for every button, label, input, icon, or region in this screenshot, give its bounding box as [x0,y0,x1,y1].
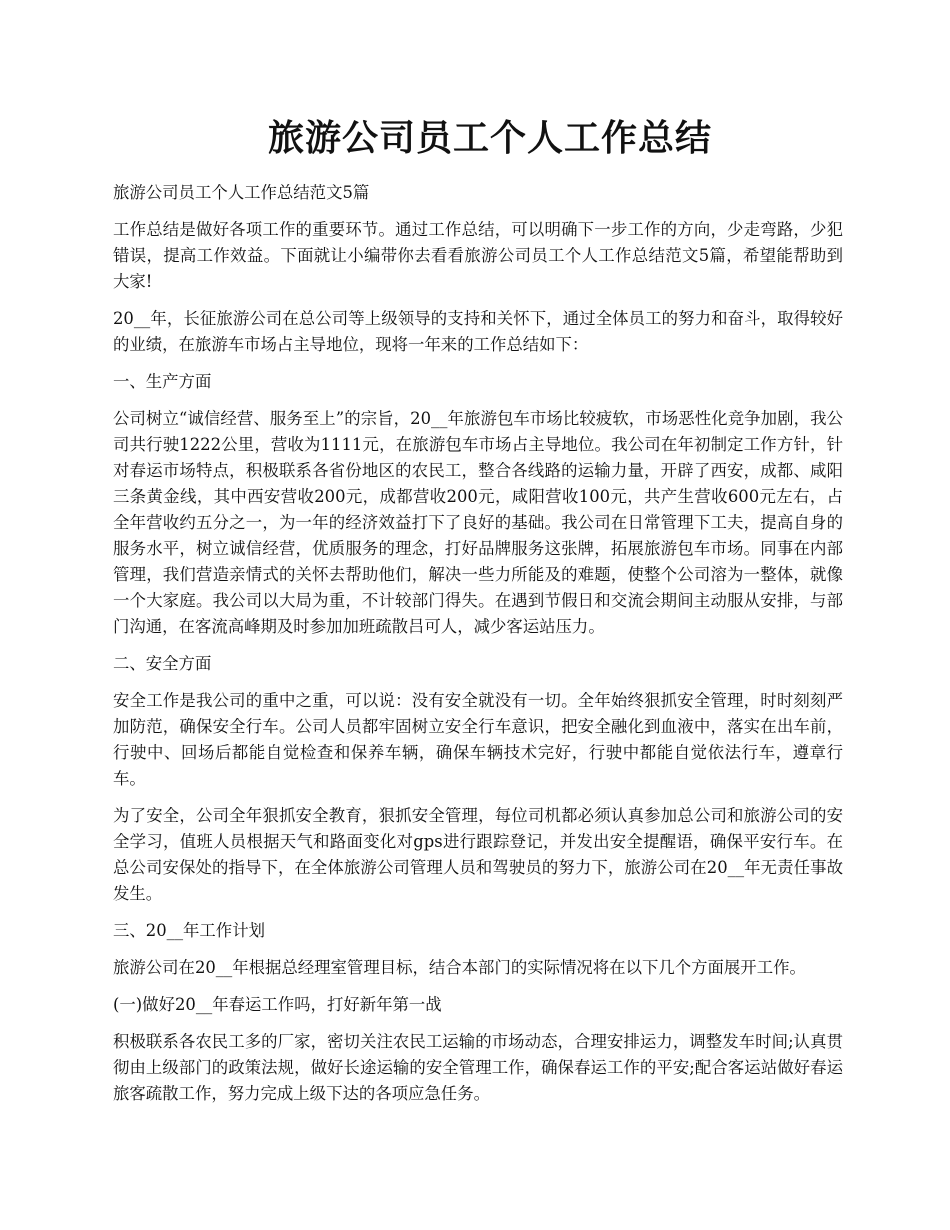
production-paragraph: 公司树立“诚信经营、服务至上”的宗旨，20__年旅游包车市场比较疲软，市场恶性化竞争加剧，我公司共行驶1222公里，营收为1111元，在旅游包车市场占主导地位。我公司在年初制定工作方针，针对春运市场特点，积极联系各省份地区的农民工，整合各线路的运输力量，开辟了西安，成都、咸阳三条黄金线，其中西安营收200元，成都营收200元，咸阳营收100元，共产生营收600元左右，占全年营收约五分之一，为一年的经济效益打下了良好的基础。我公司在日常管理下工夫，提高自身的服务水平，树立诚信经营，优质服务的理念，打好品牌服务这张牌，拓展旅游包车市场。同事在内部管理，我们营造亲情式的关怀去帮助他们，解决一些力所能及的难题，使整个公司溶为一整体，就像一个大家庭。我公司以大局为重，不计较部门得失。在遇到节假日和交流会期间主动服从安排，与部门沟通，在客流高峰期及时参加加班疏散吕可人，减少客运站压力。 [113,409,843,636]
section-heading-plan: 三、20__年工作计划 [113,921,265,940]
safety-paragraph-2: 为了安全，公司全年狠抓安全教育，狠抓安全管理，每位司机都必须认真参加总公司和旅游公司的安全学习，值班人员根据天气和路面变化对gps进行跟踪登记，并发出安全提醒语，确保平安行车。在总公司安保处的指导下，在全体旅游公司管理人员和驾驶员的努力下，旅游公司在20__年无责任事故发生。 [113,806,843,903]
document-title: 旅游公司员工个人工作总结 [267,117,712,159]
section-heading-safety: 二、安全方面 [113,654,212,673]
intro-paragraph: 工作总结是做好各项工作的重要环节。通过工作总结，可以明确下一步工作的方向，少走弯路，少犯错误，提高工作效益。下面就让小编带你去看看旅游公司员工个人工作总结范文5篇，希望能帮助到大家! [113,220,843,291]
subheading-spring-transport: (一)做好20__年春运工作吗，打好新年第一战 [113,995,442,1014]
plan-paragraph: 旅游公司在20__年根据总经理室管理目标，结合本部门的实际情况将在以下几个方面展开工作。 [113,958,806,977]
safety-paragraph-1: 安全工作是我公司的重中之重，可以说：没有安全就没有一切。全年始终狠抓安全管理，时时刻刻严加防范，确保安全行车。公司人员都牢固树立安全行车意识，把安全融化到血液中，落实在出车前，行驶中、回场后都能自觉检查和保养车辆，确保车辆技术完好，行驶中都能自觉依法行车，遵章行车。 [113,691,843,788]
document-page [113,0,843,1107]
document-subtitle: 旅游公司员工个人工作总结范文5篇 [113,183,370,202]
spring-transport-paragraph: 积极联系各农民工多的厂家，密切关注农民工运输的市场动态，合理安排运力，调整发车时间;认真贯彻由上级部门的政策法规，做好长途运输的安全管理工作，确保春运工作的平安;配合客运站做好春运旅客疏散工作，努力完成上级下达的各项应急任务。 [113,1032,843,1103]
summary-paragraph: 20__年，长征旅游公司在总公司等上级领导的支持和关怀下，通过全体员工的努力和奋斗，取得较好的业绩，在旅游车市场占主导地位，现将一年来的工作总结如下： [113,309,843,354]
section-heading-production: 一、生产方面 [113,372,212,391]
